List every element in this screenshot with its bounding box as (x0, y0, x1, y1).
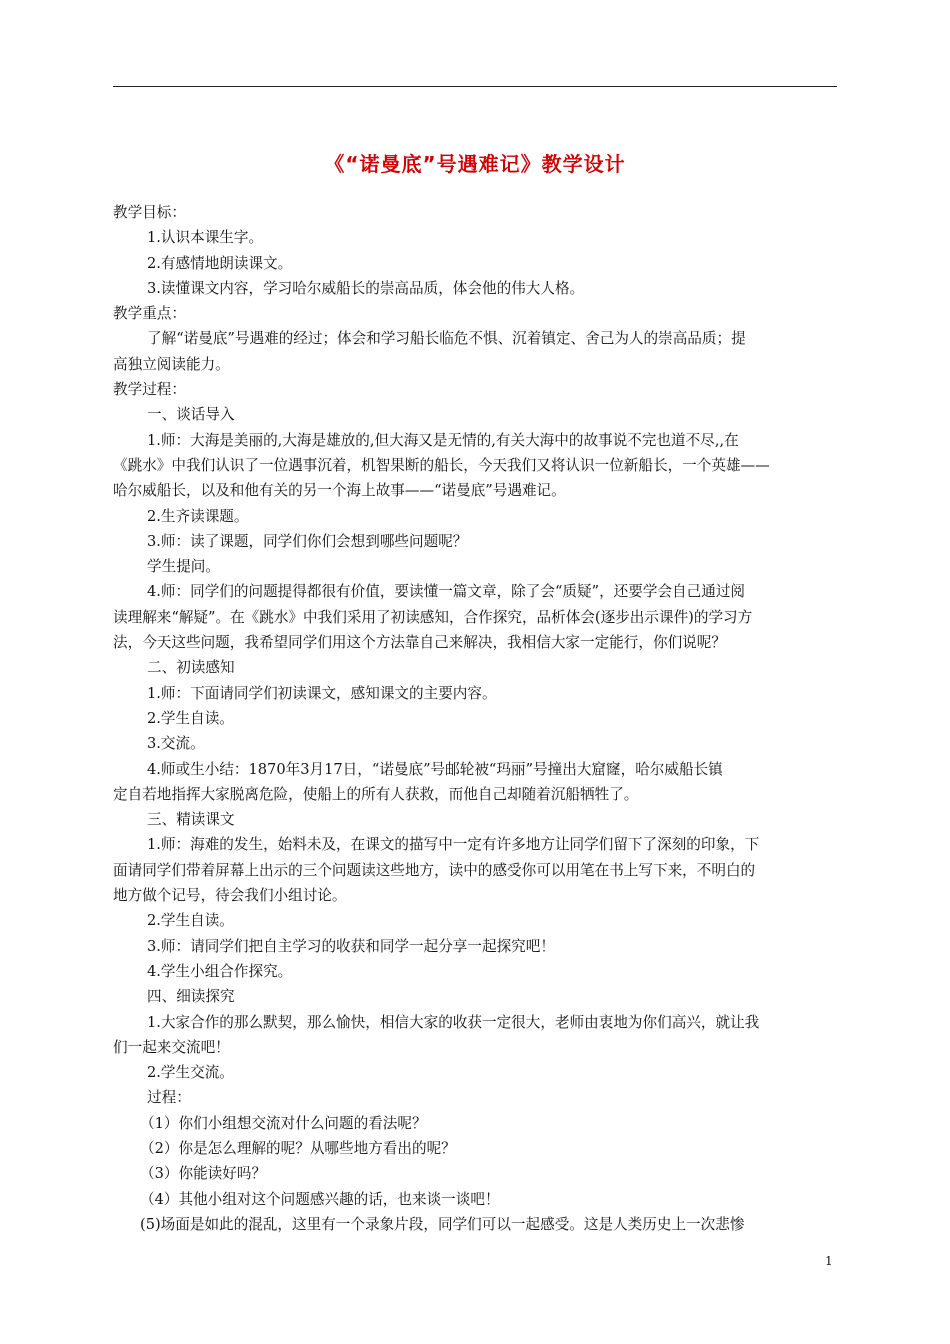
focus-line: 高独立阅读能力。 (113, 355, 230, 373)
focus-line: 了解“诺曼底”号遇难的经过；体会和学习船长临危不惧、沉着镇定、舍己为人的崇高品质；提 (147, 330, 746, 348)
paragraph-line: 1.师：下面请同学们初读课文，感知课文的主要内容。 (147, 684, 497, 702)
paragraph-line: 学生提问。 (147, 558, 220, 576)
section-heading: 四、细读探究 (147, 988, 235, 1006)
paragraph-line: 《跳水》中我们认识了一位遇事沉着，机智果断的船长，今天我们又将认识一位新船长，一个英雄—— (113, 456, 770, 474)
document-body (113, 200, 837, 1237)
process-heading: 教学过程： (113, 381, 186, 399)
paragraph-line: 定自若地指挥大家脱离危险，使船上的所有人获救，而他自己却随着沉船牺牲了。 (113, 785, 639, 803)
paragraph-line: 4.学生小组合作探究。 (147, 962, 293, 980)
paragraph-line: 3.师：读了课题，同学们你们会想到哪些问题呢？ (147, 532, 468, 550)
process-step: （2）你是怎么理解的呢？从哪些地方看出的呢？ (140, 1139, 456, 1157)
paragraph-line: 面请同学们带着屏幕上出示的三个问题读这些地方，读中的感受你可以用笔在书上写下来，不明白的 (113, 861, 756, 879)
page-number: 1 (825, 1254, 833, 1268)
paragraph-line: 3.师：请同学们把自主学习的收获和同学一起分享一起探究吧！ (147, 937, 555, 955)
paragraph-line: 们一起来交流吧！ (113, 1038, 230, 1056)
process-step: (5)场面是如此的混乱，这里有一个录象片段，同学们可以一起感受。这是人类历史上一次悲惨 (140, 1215, 745, 1233)
section-heading: 二、初读感知 (147, 659, 235, 677)
process-step: （4）其他小组对这个问题感兴趣的话，也来谈一谈吧！ (140, 1190, 500, 1208)
paragraph-line: 2.学生自读。 (147, 912, 234, 930)
paragraph-line: 1.师：海难的发生，始料未及，在课文的描写中一定有许多地方让同学们留下了深刻的印象，下 (147, 836, 760, 854)
paragraph-line: 读理解来“解疑”。在《跳水》中我们采用了初读感知，合作探究，品析体会(逐步出示课件)的学习方 (113, 608, 753, 626)
process-step: （3）你能读好吗？ (140, 1165, 267, 1183)
process-step: （1）你们小组想交流对什么问题的看法呢？ (140, 1114, 427, 1132)
paragraph-line: 4.师或生小结：1870年3月17日，“诺曼底”号邮轮被“玛丽”号撞出大窟窿，哈尔威船长镇 (147, 760, 723, 778)
paragraph-line: 4.师：同学们的问题提得都很有价值，要读懂一篇文章，除了会“质疑”，还要学会自己通过阅 (147, 583, 746, 601)
goal-item: 2.有感情地朗读课文。 (147, 254, 293, 272)
paragraph-line: 2.生齐读课题。 (147, 507, 249, 525)
paragraph-line: 1.师：大海是美丽的,大海是雄放的,但大海又是无情的,有关大海中的故事说不完也道不尽,,在 (147, 431, 739, 449)
section-heading: 三、精读课文 (147, 811, 235, 829)
paragraph-line: 法，今天这些问题，我希望同学们用这个方法靠自己来解决，我相信大家一定能行，你们说呢？ (113, 634, 726, 652)
header-rule (113, 86, 837, 87)
focus-heading: 教学重点： (113, 305, 186, 323)
goal-item: 3.读懂课文内容，学习哈尔威船长的崇高品质，体会他的伟大人格。 (147, 279, 585, 297)
paragraph-line: 哈尔威船长，以及和他有关的另一个海上故事——“诺曼底”号遇难记。 (113, 482, 566, 500)
paragraph-line: 3.交流。 (147, 735, 205, 753)
goal-item: 1.认识本课生字。 (147, 229, 264, 247)
paragraph-line: 地方做个记号，待会我们小组讨论。 (113, 887, 347, 905)
document-title: 《“诺曼底”号遇难记》教学设计 (324, 152, 626, 176)
paragraph-line: 2.学生交流。 (147, 1064, 234, 1082)
section-heading: 一、谈话导入 (147, 406, 235, 424)
paragraph-line: 过程： (147, 1089, 191, 1107)
paragraph-line: 2.学生自读。 (147, 709, 234, 727)
goals-heading: 教学目标： (113, 204, 186, 221)
paragraph-line: 1.大家合作的那么默契，那么愉快，相信大家的收获一定很大，老师由衷地为你们高兴，就让我 (147, 1013, 760, 1031)
